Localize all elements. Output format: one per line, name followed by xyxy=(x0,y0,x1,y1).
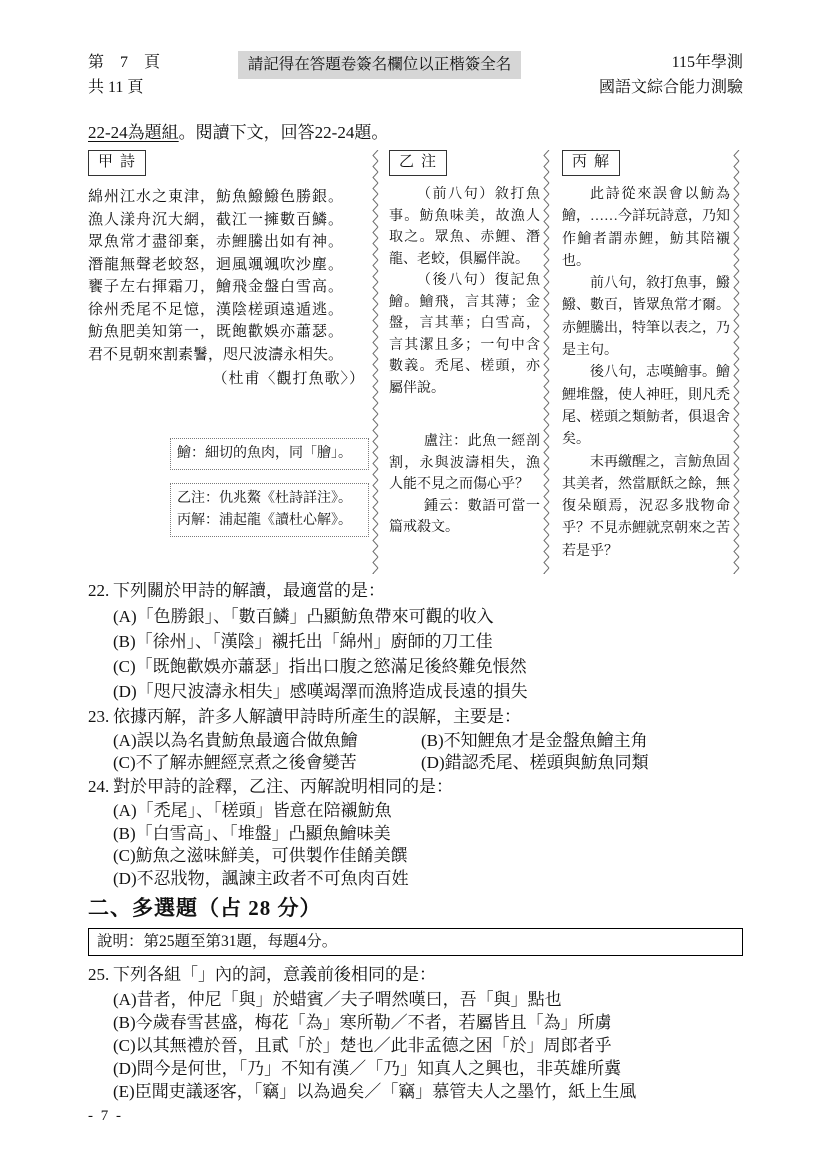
passage-paragraph: （前八句）敘打魚事。魴魚味美，故漁人取之。眾魚、赤鯉、潛龍、老蛟，俱屬伴說。 xyxy=(389,187,540,267)
answer-option: (B)不知鯉魚才是金盤魚鱠主角 xyxy=(421,731,648,750)
answer-option: (D)不忍戕物，諷諫主政者不可魚肉百姓 xyxy=(113,868,409,888)
passage-paragraph: （後八句）復記魚鱠。鱠飛，言其薄；金盤，言其華；白雪高，言其潔且多；一句中含數義。禿尾、槎頭，亦屬伴說。 xyxy=(389,273,540,396)
passage-paragraph: 盧注：此魚一經剖割，永與波濤相失，漁人能不見之而傷心乎？ xyxy=(389,434,540,492)
signature-notice: 請記得在答題卷簽名欄位以正楷簽全名 xyxy=(238,51,522,79)
reading-passage xyxy=(88,150,743,574)
section-2-title: 二、多選題（占 28 分） xyxy=(88,896,322,920)
passage-paragraph: 此詩從來誤會以魴為鱠，……今詳玩詩意，乃知作鱠者謂赤鯉，魴其陪襯也。 xyxy=(562,187,730,269)
answer-option: (D)錯認禿尾、槎頭與魴魚同類 xyxy=(421,753,649,772)
question-24-stem xyxy=(88,774,743,800)
header-center xyxy=(238,50,522,79)
sources-note-box xyxy=(170,483,369,537)
question-number: 24. xyxy=(88,777,110,796)
exam-name-label: 國語文綜合能力測驗 xyxy=(598,79,743,96)
zigzag-divider xyxy=(732,150,741,574)
group-intro-rest: 。閱讀下文，回答22-24題。 xyxy=(178,123,389,142)
gloss-note-text: 鱠：細切的魚肉，同「膾」。 xyxy=(177,446,352,461)
answer-option: (E)臣聞吏議逐客，「竊」以為過矣／「竊」慕管夫人之墨竹，紙上生風 xyxy=(113,1082,637,1101)
question-25-stem xyxy=(88,962,743,988)
passage-paragraph: 鍾云：數語可當一篇戒殺文。 xyxy=(389,498,540,535)
poem-line: 魴魚肥美知第一，既飽歡娛亦蕭瑟。 xyxy=(88,324,345,340)
poem-line: 眾魚常才盡卻棄，赤鯉騰出如有神。 xyxy=(88,234,345,250)
question-25 xyxy=(88,962,743,1103)
poem-line: 饔子左右揮霜刀，鱠飛金盤白雪高。 xyxy=(88,279,345,295)
page-number-label: 第 7 頁 xyxy=(88,54,161,71)
question-number: 22. xyxy=(88,581,110,600)
question-22-options xyxy=(113,604,743,704)
question-24 xyxy=(88,774,743,890)
zigzag-divider xyxy=(371,150,380,574)
question-23-options xyxy=(113,730,743,774)
answer-option: (A)誤以為名貴魴魚最適合做魚鱠 xyxy=(113,731,358,750)
explain-c-body xyxy=(562,184,730,563)
question-23-stem xyxy=(88,704,743,730)
group-range-underlined: 22-24為題組 xyxy=(88,123,179,142)
source-c-text: 丙解：浦起龍《讀杜心解》。 xyxy=(177,513,352,528)
question-stem-text: 下列各組「」內的詞，意義前後相同的是： xyxy=(113,965,436,984)
answer-option: (C)「既飽歡娛亦蕭瑟」指出口腹之慾滿足後終難免悵然 xyxy=(113,657,527,676)
header-exam-info xyxy=(599,50,743,100)
poem-label-box: 甲詩 xyxy=(88,150,146,176)
answer-option: (C)以其無禮於晉，且貳「於」楚也／此非孟德之困「於」周郎者乎 xyxy=(113,1036,612,1055)
passage-column-note-b xyxy=(382,150,540,574)
passage-paragraph: 末再繳醒之，言魴魚固其美者，然當厭飫之餘，無復朵頤焉，況忍多戕物命乎？不見赤鯉就烹朝來之苦若是乎？ xyxy=(562,454,730,559)
poem-line: 潛龍無聲老蛟怒，迴風颯颯吹沙塵。 xyxy=(88,256,345,273)
header-page-info xyxy=(88,50,160,100)
question-22 xyxy=(88,578,743,704)
passage-column-poem xyxy=(88,150,369,574)
question-number: 23. xyxy=(88,707,110,726)
question-number: 25. xyxy=(88,965,110,984)
poem-line: 君不見朝來割素鬐，咫尺波濤永相失。 xyxy=(88,346,344,363)
answer-option: (D)「咫尺波濤永相失」感嘆竭澤而漁將造成長遠的損失 xyxy=(113,682,528,701)
answer-option: (A)昔者，仲尼「與」於蜡賓／夫子喟然嘆曰，吾「與」點也 xyxy=(113,990,562,1009)
exam-year-label: 115年學測 xyxy=(671,54,743,71)
answer-option: (C)不了解赤鯉經烹煮之後會變苦 xyxy=(113,753,357,772)
question-24-options xyxy=(113,800,743,890)
gloss-note-box xyxy=(170,438,369,470)
question-25-options xyxy=(113,988,743,1103)
poem-line: 綿州江水之東津，魴魚鱍鱍色勝銀。 xyxy=(88,189,345,205)
source-b-text: 乙注：仇兆鰲《杜詩詳注》。 xyxy=(177,491,352,506)
explain-c-label-box: 丙解 xyxy=(562,150,620,176)
question-stem-text: 對於甲詩的詮釋，乙注、丙解說明相同的是： xyxy=(113,777,453,796)
note-b-label-box: 乙注 xyxy=(389,150,447,176)
zigzag-divider xyxy=(542,150,551,574)
question-stem-text: 依據丙解，許多人解讀甲詩時所產生的誤解，主要是： xyxy=(113,707,521,726)
answer-option: (B)「白雪高」、「堆盤」凸顯魚鱠味美 xyxy=(113,823,391,843)
question-22-stem xyxy=(88,578,743,604)
poem-attribution: （杜甫〈觀打魚歌〉） xyxy=(212,371,365,387)
page-footer: - 7 - xyxy=(88,1108,123,1124)
answer-option: (A)「色勝銀」、「數百鱗」凸顯魴魚帶來可觀的收入 xyxy=(113,607,494,626)
answer-option: (B)「徐州」、「漢陰」襯托出「綿州」廚師的刀工佳 xyxy=(113,632,493,651)
question-group-intro xyxy=(88,120,743,146)
pages-total-label: 共 11 頁 xyxy=(88,79,144,96)
passage-column-explain-c xyxy=(553,150,730,574)
poem-line: 漁人漾舟沉大網，截江一擁數百鱗。 xyxy=(88,211,345,228)
page-header xyxy=(88,50,743,100)
answer-option: (D)問今是何世，「乃」不知有漢／「乃」知真人之興也，非英雄所冀 xyxy=(113,1059,622,1078)
poem-line: 徐州禿尾不足憶，漢陰槎頭遠遁逃。 xyxy=(88,301,345,318)
question-23 xyxy=(88,704,743,774)
answer-option: (A)「禿尾」、「槎頭」皆意在陪襯魴魚 xyxy=(113,801,392,820)
question-stem-text: 下列關於甲詩的解讀，最適當的是： xyxy=(113,581,385,600)
poem-body xyxy=(88,186,369,366)
answer-option: (B)今歲春雪甚盛，梅花「為」寒所勒／不者，若屬皆且「為」所虜 xyxy=(113,1013,612,1032)
passage-paragraph: 前八句，敘打魚事，鱍鱍、數百，皆眾魚常才爾。赤鯉騰出，特筆以表之，乃是主句。 xyxy=(562,276,730,359)
section-2-instruction-box: 說明：第25題至第31題，每題4分。 xyxy=(88,928,743,956)
passage-paragraph: 後八句，志嘆鱠事。鱠鯉堆盤，使人神旺，則凡禿尾、槎頭之類魴者，俱退舍矣。 xyxy=(562,365,730,448)
answer-option: (C)魴魚之滋味鮮美，可供製作佳餚美饌 xyxy=(113,846,408,865)
note-b-body xyxy=(389,184,540,539)
